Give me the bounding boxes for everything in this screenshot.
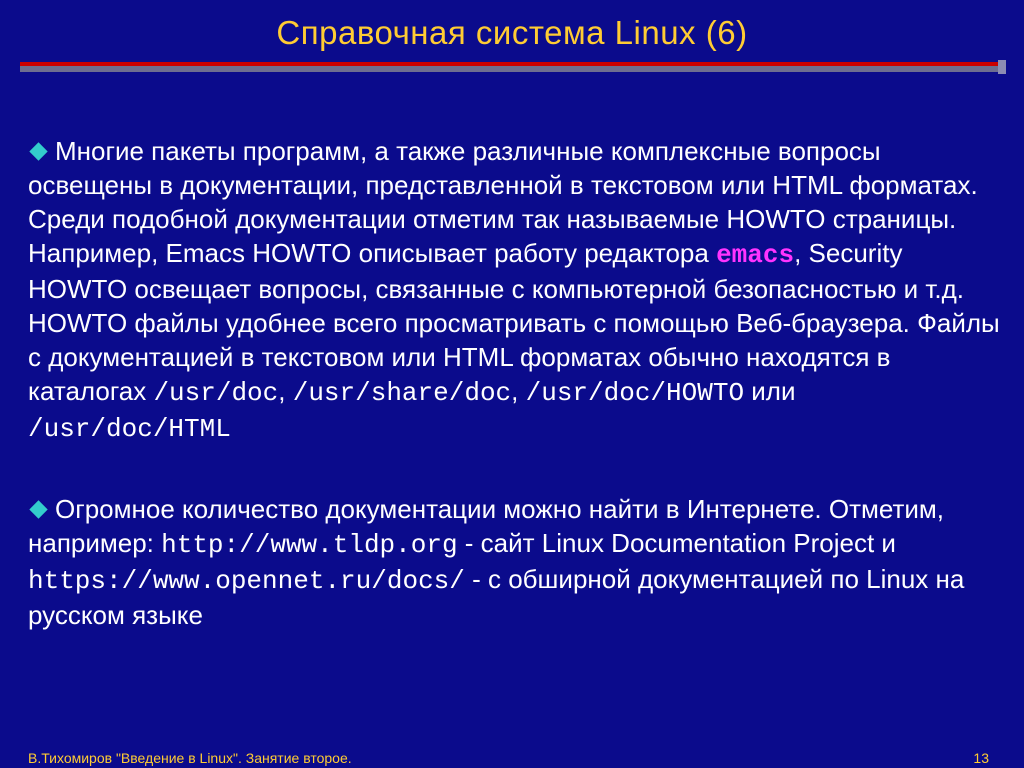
p2-text-3: - с обширной документацией по Linux на русском языке — [28, 564, 965, 630]
slide-title: Справочная система Linux (6) — [276, 14, 748, 51]
p2-text-2: - сайт Linux Documentation Project и — [457, 528, 896, 558]
path-usr-doc: /usr/doc — [153, 378, 279, 408]
title-divider — [20, 60, 1006, 76]
diamond-bullet-icon — [29, 500, 47, 518]
path-usr-share-doc: /usr/share/doc — [292, 378, 512, 408]
url-opennet: https://www.opennet.ru/docs/ — [28, 566, 465, 596]
path-usr-doc-html: /usr/doc/HTML — [28, 414, 231, 444]
page-number: 13 — [973, 750, 989, 766]
divider-red-line — [20, 62, 998, 66]
path-usr-doc-howto: /usr/doc/HOWTO — [525, 378, 745, 408]
divider-end-cap — [998, 60, 1006, 74]
paragraph-internet — [28, 492, 1003, 632]
footer-author: В.Тихомиров "Введение в Linux". Занятие второе. — [28, 750, 352, 766]
p1-text-1: Многие пакеты программ, а также различные комплексные вопросы освещены в документации, представленной в текстовом или HTML форматах. Среди подобной документации отметим так называемые HOWTO страницы. Например, Emacs HOWTO описывает работу редактора — [28, 136, 978, 268]
url-tldp: http://www.tldp.org — [161, 530, 458, 560]
p1-or: или — [744, 376, 796, 406]
diamond-bullet-icon — [29, 142, 47, 160]
p2-text-1: Огромное количество документации можно найти в Интернете. Отметим, например: — [28, 494, 945, 558]
p1-text-2: , Security HOWTO освещает вопросы, связанные с компьютерной безопасностью и т.д. HOWTO файлы удобнее всего просматривать с помощью Веб-браузера. Файлы с документацией в текстовом или HTML форматах обычно находятся в каталогах — [28, 238, 1000, 406]
paragraph-documentation — [28, 134, 1003, 446]
emacs-keyword: emacs — [716, 240, 795, 270]
p1-sep-2: , — [511, 376, 526, 406]
p1-sep-1: , — [278, 376, 293, 406]
